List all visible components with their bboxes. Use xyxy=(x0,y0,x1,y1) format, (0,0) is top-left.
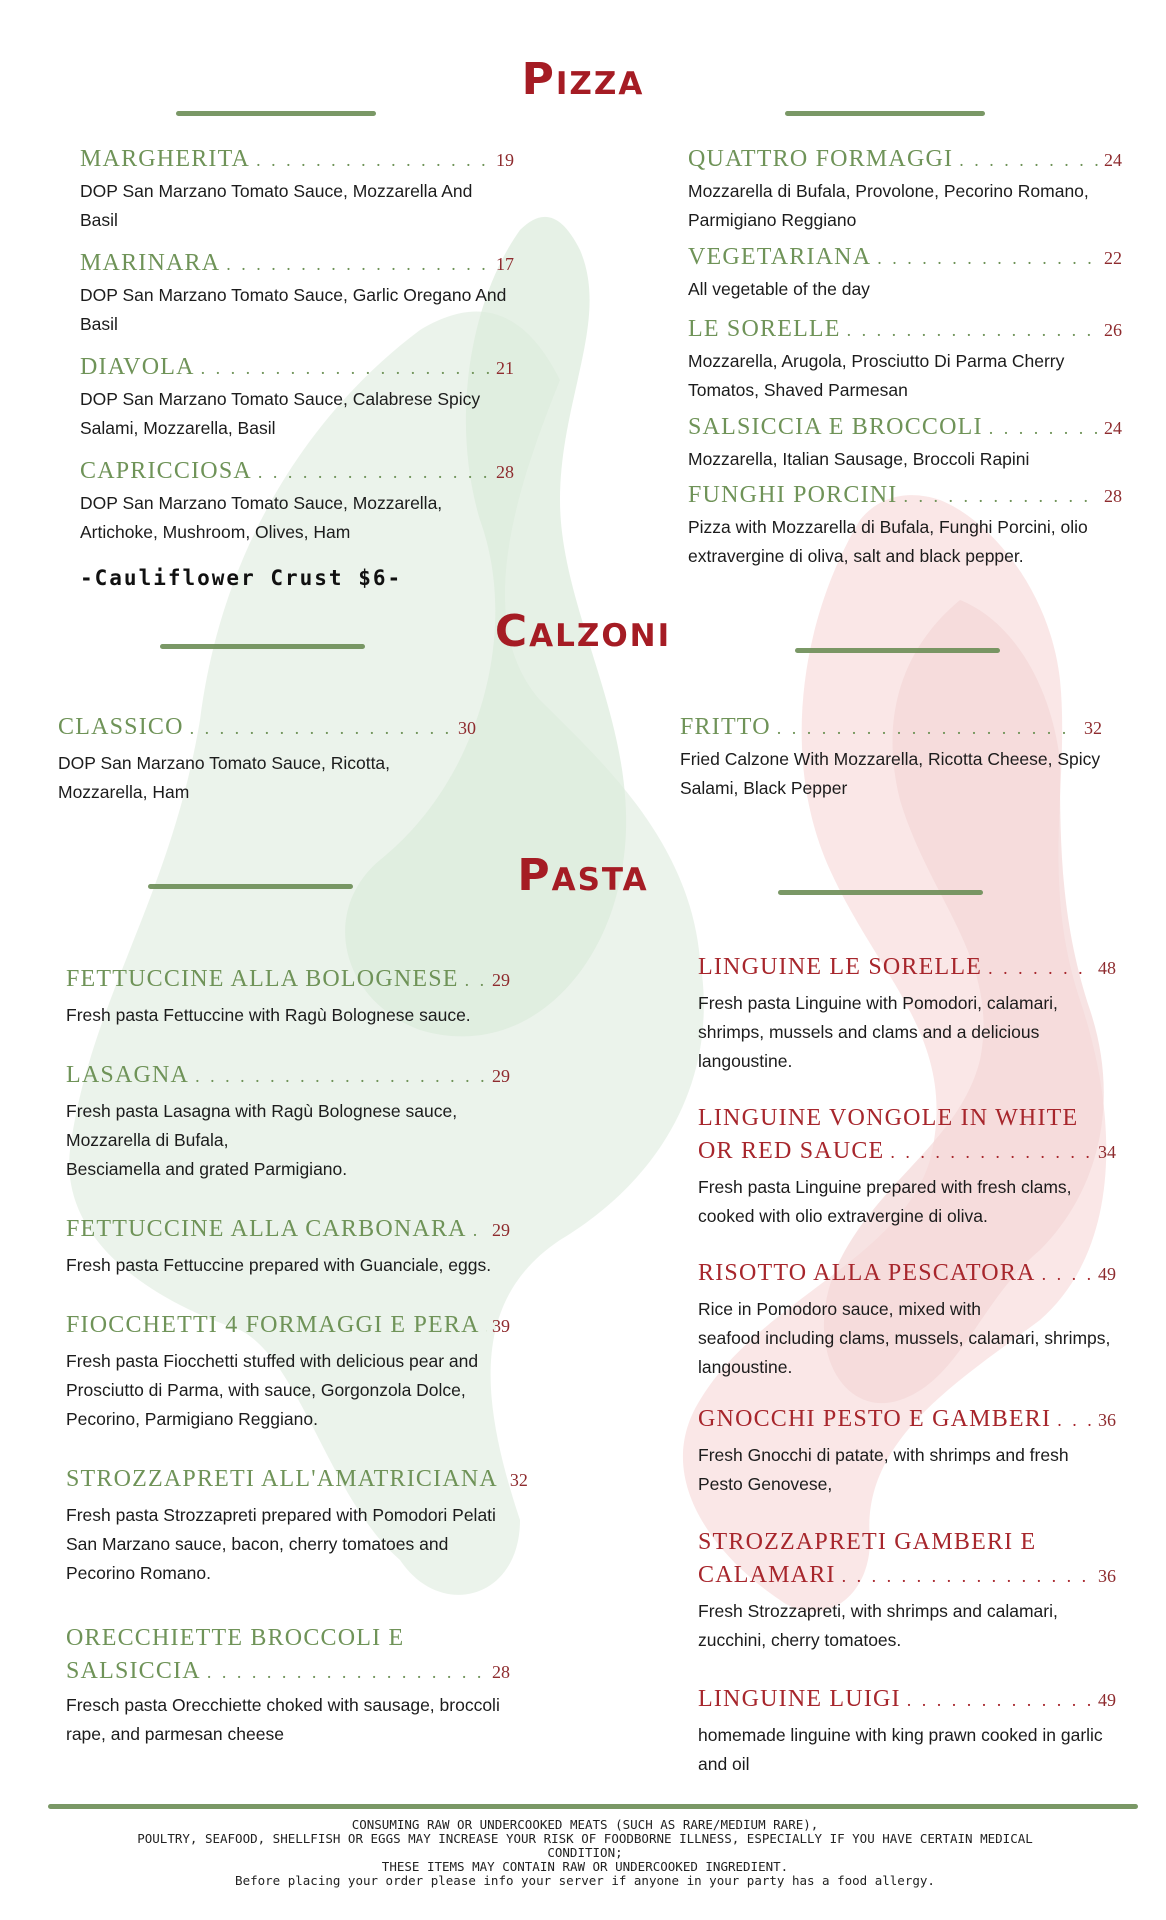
pizza-rule-left xyxy=(176,111,376,116)
pizza-item-vegetariana xyxy=(688,244,1122,304)
item-description: Fresh pasta Fettuccine prepared with Guanciale, eggs. xyxy=(66,1255,492,1275)
pasta-item-lasagna xyxy=(66,1062,510,1184)
item-price: 19 xyxy=(496,150,514,170)
item-description: DOP San Marzano Tomato Sauce, Mozzarella, Artichoke, Mushroom, Olives, Ham xyxy=(80,493,443,542)
pizza-item-le-sorelle xyxy=(688,316,1122,405)
item-name: LE SORELLE xyxy=(688,316,841,342)
item-price: 24 xyxy=(1104,418,1122,438)
pasta-item-risotto-pescatora xyxy=(698,1260,1116,1382)
pasta-item-fettuccine-carbonara xyxy=(66,1216,510,1280)
calzoni-rule-right xyxy=(795,648,1000,653)
item-description: DOP San Marzano Tomato Sauce, Mozzarella And Basil xyxy=(80,181,473,230)
item-name: DIAVOLA xyxy=(80,354,195,380)
calzoni-item-fritto xyxy=(680,714,1102,803)
pasta-section-title: Pasta xyxy=(517,850,649,901)
item-description: All vegetable of the day xyxy=(688,279,870,299)
item-name: CLASSICO xyxy=(58,714,184,740)
pasta-item-strozzapreti-gamberi xyxy=(698,1522,1116,1655)
food-safety-disclaimer xyxy=(70,1818,1100,1888)
footer-rule xyxy=(48,1804,1138,1809)
item-description: Fresh Gnocchi di patate, with shrimps and fresh Pesto Genovese, xyxy=(698,1445,1069,1494)
cauliflower-crust-note: -Cauliflower Crust $6- xyxy=(80,566,403,590)
item-price: 24 xyxy=(1104,150,1122,170)
disclaimer-line: CONDITION; xyxy=(547,1845,623,1860)
item-description: Rice in Pomodoro sauce, mixed with xyxy=(698,1299,982,1319)
pasta-rule-right xyxy=(778,890,983,895)
item-price: 17 xyxy=(496,254,514,274)
item-description: homemade linguine with king prawn cooked in garlic and oil xyxy=(698,1725,1103,1774)
item-name: MARINARA xyxy=(80,250,221,276)
leader-dots xyxy=(847,320,1098,341)
item-name: STROZZAPRETI ALL'AMATRICIANA xyxy=(66,1466,498,1492)
item-price: 49 xyxy=(1098,1690,1116,1710)
item-name: QUATTRO FORMAGGI xyxy=(688,146,954,172)
item-name: MARGHERITA xyxy=(80,146,251,172)
pizza-item-salsiccia-e-broccoli xyxy=(688,414,1122,474)
pizza-item-marinara xyxy=(80,250,514,339)
item-description: Fresh pasta Strozzapreti prepared with Pomodori Pelati San Marzano sauce, bacon, cherry tomatoes and Pecorino Romano. xyxy=(66,1505,496,1583)
item-description: DOP San Marzano Tomato Sauce, Garlic Oregano And Basil xyxy=(80,285,507,334)
disclaimer-line: Before placing your order please info your server if anyone in your party has a food allergy. xyxy=(235,1873,935,1888)
leader-dots xyxy=(842,1566,1092,1587)
item-description: Fresh pasta Lasagna with Ragù Bolognese sauce, Mozzarella di Bufala, xyxy=(66,1101,458,1150)
leader-dots xyxy=(226,254,490,275)
item-price: 26 xyxy=(1104,320,1122,340)
item-price: 39 xyxy=(492,1316,510,1336)
pasta-rule-left xyxy=(148,884,353,889)
item-price: 32 xyxy=(1084,718,1102,738)
disclaimer-line: POULTRY, SEAFOOD, SHELLFISH OR EGGS MAY INCREASE YOUR RISK OF FOODBORNE ILLNESS, ESPECIALLY IF YOU HAVE CERTAIN MEDICAL xyxy=(137,1831,1033,1846)
item-name-line2: CALAMARI xyxy=(698,1562,836,1588)
leader-dots xyxy=(903,486,1098,507)
item-price: 36 xyxy=(1098,1410,1116,1430)
leader-dots xyxy=(1057,1410,1092,1431)
item-description: Fresh pasta Fettuccine with Ragù Bolognese sauce. xyxy=(66,1005,471,1025)
leader-dots xyxy=(201,358,490,379)
item-name: GNOCCHI PESTO E GAMBERI xyxy=(698,1406,1052,1432)
pasta-item-fettuccine-bolognese xyxy=(66,966,510,1030)
disclaimer-line: CONSUMING RAW OR UNDERCOOKED MEATS (SUCH AS RARE/MEDIUM RARE), xyxy=(351,1817,819,1832)
item-description: Fried Calzone With Mozzarella, Ricotta Cheese, Spicy Salami, Black Pepper xyxy=(680,749,1101,798)
pasta-item-gnocchi-pesto xyxy=(698,1406,1116,1499)
item-price: 49 xyxy=(1098,1264,1116,1284)
item-price: 48 xyxy=(1098,958,1116,978)
item-name: FUNGHI PORCINI xyxy=(688,482,898,508)
item-description: Mozzarella di Bufala, Provolone, Pecorino Romano, Parmigiano Reggiano xyxy=(688,181,1089,230)
item-description: Mozzarella, Arugola, Prosciutto Di Parma Cherry Tomatos, Shaved Parmesan xyxy=(688,351,1065,400)
item-price: 29 xyxy=(492,1220,510,1240)
item-name: FRITTO xyxy=(680,714,771,740)
leader-dots xyxy=(473,1220,486,1241)
leader-dots xyxy=(907,1690,1092,1711)
pizza-item-diavola xyxy=(80,354,514,443)
pasta-item-fiocchetti xyxy=(66,1312,510,1434)
item-price: 28 xyxy=(1104,486,1122,506)
item-name: VEGETARIANA xyxy=(688,244,872,270)
item-name: LASAGNA xyxy=(66,1062,190,1088)
pizza-item-quattro-formaggi xyxy=(688,146,1122,235)
pizza-item-margherita xyxy=(80,146,514,235)
calzoni-rule-left xyxy=(160,644,365,649)
item-name-line2: OR RED SAUCE xyxy=(698,1138,885,1164)
leader-dots xyxy=(877,248,1098,269)
item-price: 28 xyxy=(492,1662,510,1682)
leader-dots xyxy=(207,1662,486,1683)
leader-dots xyxy=(258,462,490,483)
item-price: 32 xyxy=(509,1470,528,1490)
disclaimer-line: THESE ITEMS MAY CONTAIN RAW OR UNDERCOOKED INGREDIENT. xyxy=(381,1859,789,1874)
item-name-line1: STROZZAPRETI GAMBERI E xyxy=(698,1529,1037,1555)
pasta-item-linguine-vongole xyxy=(698,1098,1116,1231)
item-name: FETTUCCINE ALLA CARBONARA xyxy=(66,1216,467,1242)
item-description: Fresh pasta Fiocchetti stuffed with delicious pear and Prosciutto di Parma, with sauce, Gorgonzola Dolce, Pecorino, Parmigiano Reggiano. xyxy=(66,1351,479,1429)
leader-dots xyxy=(777,718,1078,739)
pizza-item-funghi-porcini xyxy=(688,482,1122,571)
pasta-item-strozzapreti-amatriciana xyxy=(66,1466,528,1588)
item-description-line2: Besciamella and grated Parmigiano. xyxy=(66,1159,348,1179)
leader-dots xyxy=(989,418,1098,439)
item-price: 29 xyxy=(492,1066,510,1086)
leader-dots xyxy=(988,958,1092,979)
leader-dots xyxy=(890,1142,1092,1163)
item-name-line1: LINGUINE VONGOLE IN WHITE xyxy=(698,1105,1079,1131)
leader-dots xyxy=(190,718,452,739)
item-price: 22 xyxy=(1104,248,1122,268)
calzoni-section-title: Calzoni xyxy=(494,606,672,657)
pizza-section-title: Pizza xyxy=(521,54,645,105)
item-price: 28 xyxy=(496,462,514,482)
pasta-item-orecchiette xyxy=(66,1618,510,1749)
item-description: Pizza with Mozzarella di Bufala, Funghi Porcini, olio extravergine di oliva, salt and black pepper. xyxy=(688,517,1088,566)
leader-dots xyxy=(465,970,486,991)
leader-dots xyxy=(256,150,490,171)
item-price: 34 xyxy=(1098,1142,1116,1162)
leader-dots xyxy=(1042,1264,1092,1285)
item-price: 21 xyxy=(496,358,514,378)
item-description: Fresh pasta Linguine with Pomodori, calamari, shrimps, mussels and clams and a delicious langoustine. xyxy=(698,993,1058,1071)
leader-dots xyxy=(195,1066,486,1087)
item-name: FIOCCHETTI 4 FORMAGGI E PERA xyxy=(66,1312,480,1338)
item-description: DOP San Marzano Tomato Sauce, Calabrese Spicy Salami, Mozzarella, Basil xyxy=(80,389,481,438)
item-name: CAPRICCIOSA xyxy=(80,458,252,484)
leader-dots xyxy=(959,150,1098,171)
pasta-item-linguine-luigi xyxy=(698,1686,1116,1779)
pasta-item-linguine-le-sorelle xyxy=(698,954,1116,1076)
item-description: Mozzarella, Italian Sausage, Broccoli Rapini xyxy=(688,449,1030,469)
item-name-line2: SALSICCIA xyxy=(66,1658,201,1684)
item-description-line2: seafood including clams, mussels, calamari, shrimps, langoustine. xyxy=(698,1328,1111,1377)
item-price: 29 xyxy=(492,970,510,990)
item-name: LINGUINE LUIGI xyxy=(698,1686,901,1712)
item-description: DOP San Marzano Tomato Sauce, Ricotta, Mozzarella, Ham xyxy=(58,753,391,802)
item-name: SALSICCIA E BROCCOLI xyxy=(688,414,983,440)
pizza-item-capricciosa xyxy=(80,458,514,547)
item-price: 36 xyxy=(1098,1566,1116,1586)
item-price: 30 xyxy=(458,718,476,738)
item-name: RISOTTO ALLA PESCATORA xyxy=(698,1260,1036,1286)
item-name: LINGUINE LE SORELLE xyxy=(698,954,983,980)
item-name-line1: ORECCHIETTE BROCCOLI E xyxy=(66,1625,405,1651)
item-description: Fresh pasta Linguine prepared with fresh clams, cooked with olio extravergine di oliva. xyxy=(698,1177,1072,1226)
pizza-rule-right xyxy=(785,111,985,116)
item-description: Fresch pasta Orecchiette choked with sausage, broccoli rape, and parmesan cheese xyxy=(66,1695,500,1744)
item-name: FETTUCCINE ALLA BOLOGNESE xyxy=(66,966,459,992)
calzoni-item-classico xyxy=(58,714,476,807)
item-description: Fresh Strozzapreti, with shrimps and calamari, zucchini, cherry tomatoes. xyxy=(698,1601,1058,1650)
